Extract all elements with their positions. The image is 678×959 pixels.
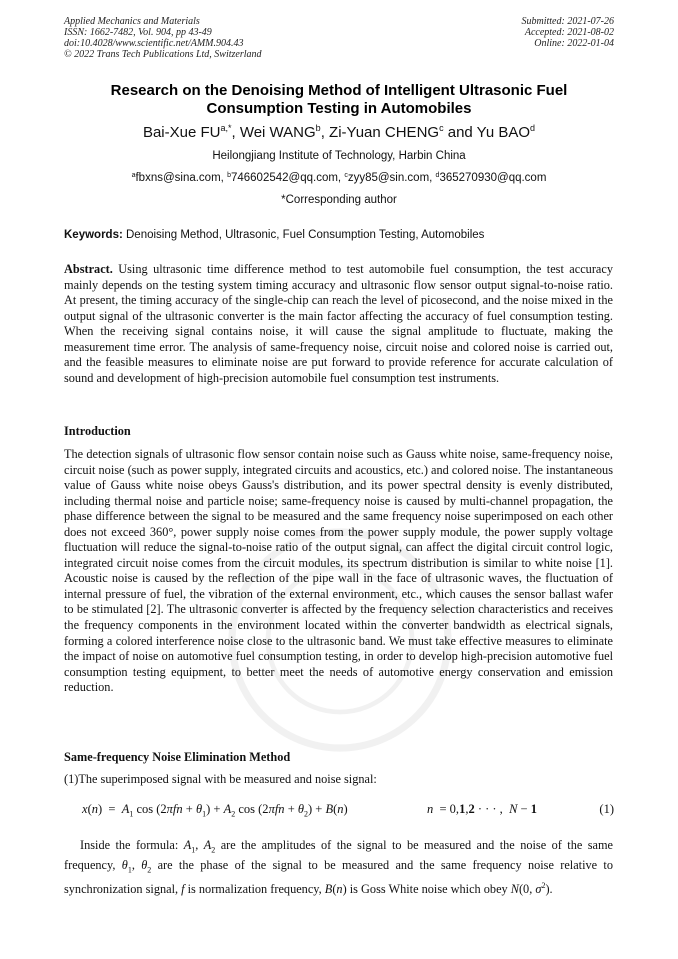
explanation-text: Inside the formula: [80,838,184,852]
abstract [64,262,613,386]
journal-copyright: © 2022 Trans Tech Publications Ltd, Switzerland [64,49,262,60]
author-separator: and [443,124,477,141]
abstract-label: Abstract. [64,262,113,276]
email-mark: b [227,172,231,179]
submitted-date: Submitted: 2021-07-26 [521,16,614,27]
author-affil-mark: a,* [220,123,232,133]
keywords-label: Keywords: [64,229,123,241]
author-list [64,124,614,142]
journal-name: Applied Mechanics and Materials [64,16,200,27]
author-name: Bai-Xue FU [142,124,221,141]
equation-number: (1) [599,802,614,816]
author-affil-mark: d [530,123,536,133]
paper-title [64,82,614,118]
journal-info [64,16,262,60]
explanation-text: are the amplitudes of the signal to be measured and the noise of the same frequency, [64,838,613,872]
title-line-1: Research on the Denoising Method of Intelligent Ultrasonic Fuel [110,82,568,99]
email-link[interactable]: fbxns@sina.com [135,172,221,184]
section-paragraph: (1)The superimposed signal with be measured and noise signal: [64,772,377,786]
email-link[interactable]: zyy85@sin.com [347,172,430,184]
author-name: Zi-Yuan CHENG [329,124,440,141]
email-link[interactable]: 365270930@qq.com [439,172,547,184]
author-affil-mark: b [315,123,321,133]
email-mark: a [131,172,136,179]
email-link[interactable]: 746602542@qq.com [230,172,338,184]
email-list [64,171,614,185]
affiliation: Heilongjiang Institute of Technology, Harbin China [212,150,466,162]
explanation-text: are the phase of the signal to be measured and the same frequency noise relative to synchronization signal, [64,858,613,897]
email-mark: d [435,172,440,179]
title-line-2: Consumption Testing in Automobiles [206,100,472,117]
journal-doi: doi:10.4028/www.scientific.net/AMM.904.43 [64,38,244,49]
journal-issn: ISSN: 1662-7482, Vol. 904, pp 43-49 [64,27,212,38]
corresponding-author-note: *Corresponding author [281,194,397,206]
author-name: Yu BAO [476,124,531,141]
keywords-text: Denoising Method, Ultrasonic, Fuel Consumption Testing, Automobiles [126,229,485,241]
author-name: Wei WANG [239,124,316,141]
equation-explanation: Inside the formula: $A_1$, $A_2$ are the amplitudes of the signal to be measured and the noise of the same frequency, $\theta_1$, $\theta_2$ are the phase of the signal to be measured and the same frequency noise relative to synchronization signal, f is normalization frequency, B(n) is Goss White noise which obey N(0, $\sigma^2$). [64,838,613,897]
introduction-heading: Introduction [64,424,131,438]
keywords [64,228,614,242]
author-separator: , [231,124,240,141]
email-separator: , [220,172,228,184]
email-separator: , [337,172,345,184]
explanation-text: is normalization frequency, [184,882,325,897]
submission-dates [522,16,615,49]
author-separator: , [320,124,330,141]
section-heading: Same-frequency Noise Elimination Method [64,750,291,764]
email-mark: c [344,172,348,179]
author-affil-mark: c [439,123,444,133]
introduction-paragraph: The detection signals of ultrasonic flow sensor contain noise such as Gauss white noise, same-frequency noise, circuit noise (such as power supply, integrated circuits and acoustics, etc.) and colored noise. The instantaneous value of Gauss white noise obeys Gauss's distribution, and its power spectral density is evenly distributed, including thermal noise and particle noise; same-frequency noise is caused by multi-channel propagation, the phase difference between the signal to be measured and the same frequency noise superimposed on each other does not exceed 360°, power supply noise comes from the power supply module, the power supply voltage fluctuation will reduce the signal-to-noise ratio of the output signal, can affect the digital circuit control logic, integrated circuit noise comes from the circuit modules, its spectrum distribution is similar to white noise [1]. Acoustic noise is caused by the reflection of the pipe wall in the face of ultrasonic waves, the fluctuation of internal pressure of fuel, the vibration of the external environment, etc., which causes the sensor ballast wafer to be stimulated [2]. The ultrasonic converter is affected by the frequency selection characteristics and receives the frequency components in the environment located within the converter bandwidth as electrical signals, forming a colored interference noise close to the ultrasonic band. We must take effective measures to eliminate the impact of noise on automotive fuel consumption testing, in order to develop high-precision automotive fuel consumption testing equipment, to better meet the needs of automotive energy conservation and emission reduction. [64,447,613,695]
email-separator: , [429,172,436,184]
abstract-text: Using ultrasonic time difference method to test automobile fuel consumption, the test accuracy mainly depends on the testing system timing accuracy and ultrasonic flow sensor output signal-to-noise ratio. At present, the timing accuracy of the single-chip can reach the level of picosecond, and the noise mixed in the output signal of the ultrasonic converter is the main factor affecting the accuracy of fuel consumption testing. When the receiving signal contains noise, it will cause the signal amplitude to fluctuate, making the measurement time error. The analysis of same-frequency noise, circuit noise and colored noise is carried out, and the feasible measures to eliminate noise are put forward to provide reference for accurate calculation of sound and development of high-precision automobile fuel consumption test instruments. [64,262,613,385]
online-date: Online: 2022-01-04 [534,38,614,49]
explanation-text: is Goss White noise which obey [346,882,511,897]
accepted-date: Accepted: 2021-08-02 [524,27,614,38]
equation-range: n = 0,1,2 · · · , N − 1 [427,802,537,816]
equation-formula: $x(n) = A_1$ $\cos (2\pi fn + \theta_1) + A_2$ $\cos (2\pi fn + \theta_2) + B(n)$ [82,802,348,819]
